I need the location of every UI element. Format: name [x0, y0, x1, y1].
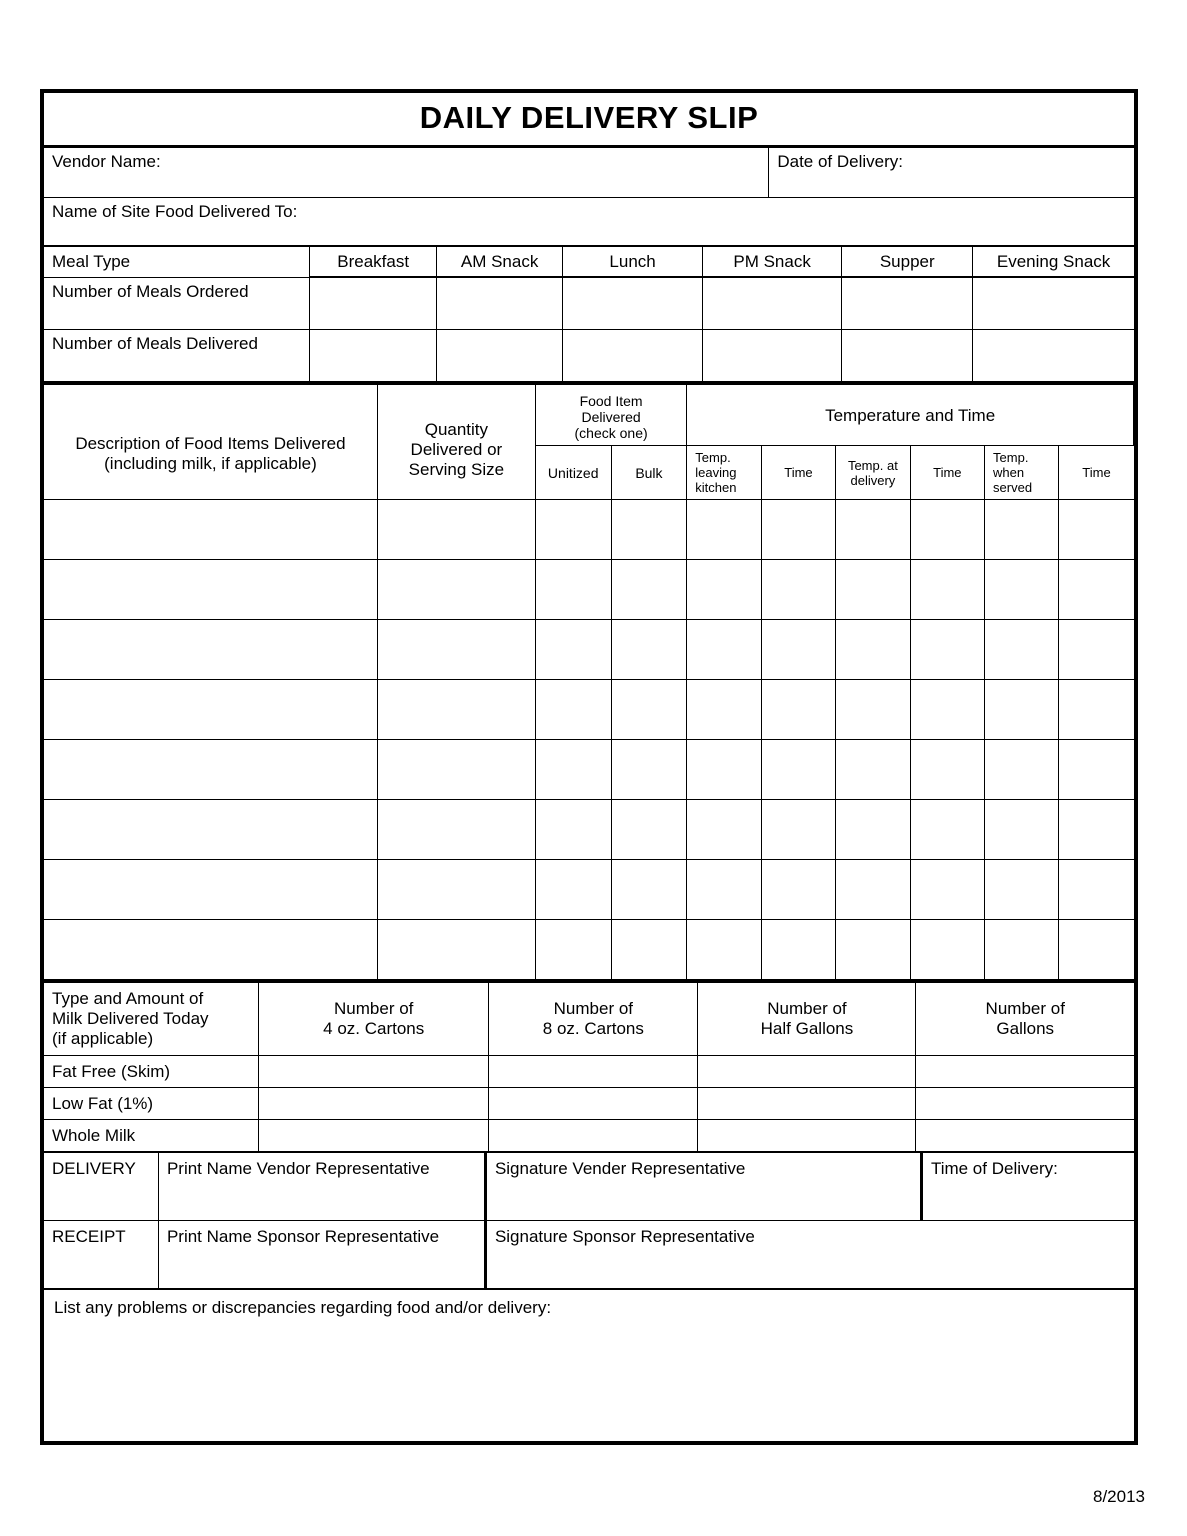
meals-ordered-pm-snack[interactable]	[702, 278, 842, 330]
food-row-time1[interactable]	[761, 560, 835, 620]
signature-vendor-label: Signature Vender Representative	[494, 1159, 746, 1178]
food-row-temp-delivery[interactable]	[836, 680, 910, 740]
milk-col-8oz-line2: 8 oz. Cartons	[542, 1019, 644, 1038]
food-row-description[interactable]	[44, 620, 377, 680]
meal-type-pm-snack: PM Snack	[702, 247, 842, 277]
description-header-line1: Description of Food Items Delivered	[75, 434, 346, 453]
receipt-label: RECEIPT	[44, 1221, 158, 1289]
food-row-description[interactable]	[44, 860, 377, 920]
temp-when-served-header: Temp. when served	[985, 446, 1059, 500]
food-row-temp-served[interactable]	[985, 860, 1059, 920]
milk-low-fat-8oz[interactable]	[489, 1088, 698, 1120]
food-items-table	[44, 382, 1134, 980]
time-of-delivery-field[interactable]	[921, 1153, 1134, 1221]
table-row	[44, 740, 1134, 800]
food-row-time1[interactable]	[761, 620, 835, 680]
food-row-time3[interactable]	[1059, 740, 1134, 800]
quantity-header-line1: Quantity	[424, 420, 489, 439]
milk-table	[44, 980, 1134, 1152]
form-revision-date: 8/2013	[1093, 1487, 1145, 1506]
table-row	[44, 620, 1134, 680]
food-item-header-line2: Delivered	[581, 409, 641, 425]
food-row-time2[interactable]	[910, 560, 984, 620]
milk-low-fat-gallons[interactable]	[916, 1088, 1134, 1120]
table-row	[44, 1056, 1134, 1088]
food-row-description[interactable]	[44, 740, 377, 800]
food-row-description[interactable]	[44, 560, 377, 620]
problems-field[interactable]	[44, 1289, 1134, 1441]
table-row	[44, 560, 1134, 620]
food-row-bulk[interactable]	[611, 500, 687, 560]
table-row	[44, 1120, 1134, 1152]
food-row-temp-kitchen[interactable]	[687, 740, 761, 800]
food-row-time2[interactable]	[910, 920, 984, 980]
unitized-header: Unitized	[535, 446, 611, 500]
vendor-date-table	[44, 147, 1134, 246]
milk-col-half-gallons-line2: Half Gallons	[760, 1019, 854, 1038]
quantity-header	[377, 384, 535, 500]
temperature-time-header: Temperature and Time	[687, 384, 1134, 446]
meals-delivered-breakfast[interactable]	[310, 330, 436, 382]
meals-delivered-evening-snack[interactable]	[973, 330, 1134, 382]
milk-col-half-gallons	[698, 982, 916, 1056]
temp-at-delivery-header: Temp. at delivery	[836, 446, 910, 500]
quantity-header-line3: Serving Size	[408, 460, 505, 479]
table-row	[44, 500, 1134, 560]
food-row-bulk[interactable]	[611, 680, 687, 740]
description-header	[44, 384, 377, 500]
temp-leaving-kitchen-header	[687, 446, 761, 500]
description-header-line2: (including milk, if applicable)	[104, 454, 317, 473]
food-row-quantity[interactable]	[377, 500, 535, 560]
food-row-temp-served[interactable]	[985, 500, 1059, 560]
food-row-bulk[interactable]	[611, 860, 687, 920]
food-row-temp-kitchen[interactable]	[687, 860, 761, 920]
meals-delivered-supper[interactable]	[842, 330, 973, 382]
vendor-name-field[interactable]	[44, 148, 769, 198]
food-row-time2[interactable]	[910, 680, 984, 740]
signature-vendor-field[interactable]	[485, 1153, 921, 1221]
time-delivery-header: Time	[910, 446, 984, 500]
food-row-time2[interactable]	[910, 740, 984, 800]
meal-type-lunch: Lunch	[563, 247, 703, 277]
food-row-quantity[interactable]	[377, 620, 535, 680]
food-row-time1[interactable]	[761, 680, 835, 740]
food-row-unitized[interactable]	[535, 500, 611, 560]
food-item-delivered-header	[535, 384, 686, 446]
table-row	[44, 800, 1134, 860]
table-row	[44, 384, 1134, 446]
food-row-time1[interactable]	[761, 920, 835, 980]
meal-type-evening-snack: Evening Snack	[973, 247, 1134, 277]
food-row-temp-delivery[interactable]	[836, 620, 910, 680]
food-row-quantity[interactable]	[377, 680, 535, 740]
meal-type-label: Meal Type	[44, 247, 310, 278]
food-row-quantity[interactable]	[377, 800, 535, 860]
daily-delivery-slip-form	[40, 89, 1138, 1445]
food-row-time3[interactable]	[1059, 920, 1134, 980]
food-row-time2[interactable]	[910, 500, 984, 560]
milk-row-label-fat-free: Fat Free (Skim)	[44, 1056, 259, 1088]
food-row-time3[interactable]	[1059, 500, 1134, 560]
meals-ordered-supper[interactable]	[842, 278, 973, 330]
food-row-temp-delivery[interactable]	[836, 920, 910, 980]
food-row-time2[interactable]	[910, 860, 984, 920]
food-row-unitized[interactable]	[535, 800, 611, 860]
food-row-quantity[interactable]	[377, 560, 535, 620]
signature-sponsor-label: Signature Sponsor Representative	[494, 1227, 755, 1246]
meals-delivered-pm-snack[interactable]	[702, 330, 842, 382]
date-of-delivery-field[interactable]	[769, 148, 1134, 198]
food-row-unitized[interactable]	[535, 920, 611, 980]
print-name-vendor-field[interactable]	[158, 1153, 485, 1221]
print-name-sponsor-field[interactable]	[158, 1221, 485, 1289]
milk-low-fat-4oz[interactable]	[259, 1088, 489, 1120]
table-row	[44, 860, 1134, 920]
meals-ordered-evening-snack[interactable]	[973, 278, 1134, 330]
food-row-temp-served[interactable]	[985, 800, 1059, 860]
milk-col-8oz	[489, 982, 698, 1056]
food-row-unitized[interactable]	[535, 860, 611, 920]
meal-type-supper: Supper	[842, 247, 973, 277]
food-row-temp-kitchen[interactable]	[687, 920, 761, 980]
food-row-bulk[interactable]	[611, 740, 687, 800]
milk-col-8oz-line1: Number of	[553, 999, 634, 1018]
food-row-bulk[interactable]	[611, 560, 687, 620]
food-row-description[interactable]	[44, 920, 377, 980]
table-row	[44, 1221, 1134, 1289]
milk-col-4oz-line1: Number of	[334, 999, 414, 1018]
food-row-time3[interactable]	[1059, 560, 1134, 620]
food-item-header-line3: (check one)	[574, 425, 648, 441]
milk-col-gallons	[916, 982, 1134, 1056]
food-row-unitized[interactable]	[535, 740, 611, 800]
food-row-time3[interactable]	[1059, 800, 1134, 860]
table-row	[44, 247, 1134, 277]
print-name-vendor-label: Print Name Vendor Representative	[166, 1159, 430, 1178]
milk-col-half-gallons-line1: Number of	[767, 999, 847, 1018]
food-row-temp-delivery[interactable]	[836, 500, 910, 560]
milk-col-4oz	[259, 982, 489, 1056]
signatures-table	[44, 1152, 1134, 1289]
milk-header-line3: (if applicable)	[52, 1029, 154, 1048]
time-kitchen-header: Time	[761, 446, 835, 500]
quantity-header-line2: Delivered or	[410, 440, 503, 459]
site-name-label: Name of Site Food Delivered To:	[52, 202, 298, 221]
food-row-bulk[interactable]	[611, 620, 687, 680]
food-row-quantity[interactable]	[377, 860, 535, 920]
milk-header-line2: Milk Delivered Today	[52, 1009, 209, 1028]
food-row-time1[interactable]	[761, 860, 835, 920]
table-row	[44, 278, 1134, 330]
food-row-temp-kitchen[interactable]	[687, 800, 761, 860]
temp-leaving-kitchen-text: Temp. leaving kitchen	[695, 450, 737, 495]
milk-fat-free-8oz[interactable]	[489, 1056, 698, 1088]
food-row-unitized[interactable]	[535, 620, 611, 680]
food-row-time1[interactable]	[761, 740, 835, 800]
milk-col-gallons-line1: Number of	[985, 999, 1065, 1018]
food-row-time2[interactable]	[910, 620, 984, 680]
milk-low-fat-half-gallons[interactable]	[698, 1088, 916, 1120]
table-row	[44, 198, 1134, 246]
table-row	[44, 330, 1134, 382]
food-row-description[interactable]	[44, 800, 377, 860]
food-row-temp-delivery[interactable]	[836, 860, 910, 920]
food-row-description[interactable]	[44, 500, 377, 560]
milk-col-gallons-line2: Gallons	[996, 1019, 1055, 1038]
food-item-header-line1: Food Item	[579, 393, 643, 409]
milk-fat-free-4oz[interactable]	[259, 1056, 489, 1088]
food-row-bulk[interactable]	[611, 800, 687, 860]
bulk-header: Bulk	[611, 446, 687, 500]
milk-header-label	[44, 982, 259, 1056]
time-of-delivery-label: Time of Delivery:	[930, 1159, 1058, 1178]
food-row-temp-served[interactable]	[985, 560, 1059, 620]
table-row	[44, 1088, 1134, 1120]
print-name-sponsor-label: Print Name Sponsor Representative	[166, 1227, 440, 1246]
food-row-temp-kitchen[interactable]	[687, 680, 761, 740]
food-row-quantity[interactable]	[377, 920, 535, 980]
meals-delivered-am-snack[interactable]	[436, 330, 562, 382]
site-name-field[interactable]	[44, 198, 1134, 246]
milk-header-line1: Type and Amount of	[52, 989, 204, 1008]
milk-col-4oz-line2: 4 oz. Cartons	[323, 1019, 425, 1038]
milk-whole-8oz[interactable]	[489, 1120, 698, 1152]
table-row	[44, 982, 1134, 1056]
food-row-temp-delivery[interactable]	[836, 740, 910, 800]
food-row-temp-served[interactable]	[985, 620, 1059, 680]
food-row-description[interactable]	[44, 680, 377, 740]
meals-ordered-lunch[interactable]	[563, 278, 703, 330]
time-served-header: Time	[1059, 446, 1134, 500]
food-row-time1[interactable]	[761, 800, 835, 860]
food-row-temp-served[interactable]	[985, 680, 1059, 740]
milk-fat-free-gallons[interactable]	[916, 1056, 1134, 1088]
food-row-temp-served[interactable]	[985, 920, 1059, 980]
table-row	[44, 1153, 1134, 1221]
table-row	[44, 680, 1134, 740]
food-row-time3[interactable]	[1059, 860, 1134, 920]
milk-fat-free-half-gallons[interactable]	[698, 1056, 916, 1088]
table-row	[44, 920, 1134, 980]
food-row-temp-kitchen[interactable]	[687, 620, 761, 680]
food-row-unitized[interactable]	[535, 560, 611, 620]
meal-type-breakfast: Breakfast	[310, 247, 436, 277]
meal-type-am-snack: AM Snack	[436, 247, 562, 277]
date-of-delivery-label: Date of Delivery:	[777, 152, 904, 171]
meals-ordered-label: Number of Meals Ordered	[44, 278, 310, 330]
form-title: DAILY DELIVERY SLIP	[44, 93, 1134, 147]
meals-delivered-lunch[interactable]	[563, 330, 703, 382]
food-row-time2[interactable]	[910, 800, 984, 860]
food-row-temp-kitchen[interactable]	[687, 560, 761, 620]
milk-whole-4oz[interactable]	[259, 1120, 489, 1152]
meals-ordered-am-snack[interactable]	[436, 278, 562, 330]
table-row	[44, 148, 1134, 198]
food-row-quantity[interactable]	[377, 740, 535, 800]
milk-whole-half-gallons[interactable]	[698, 1120, 916, 1152]
problems-label: List any problems or discrepancies regarding food and/or delivery:	[54, 1298, 552, 1317]
food-row-time3[interactable]	[1059, 620, 1134, 680]
food-row-temp-kitchen[interactable]	[687, 500, 761, 560]
food-row-temp-delivery[interactable]	[836, 800, 910, 860]
food-row-unitized[interactable]	[535, 680, 611, 740]
food-row-time3[interactable]	[1059, 680, 1134, 740]
food-row-time1[interactable]	[761, 500, 835, 560]
milk-row-label-low-fat: Low Fat (1%)	[44, 1088, 259, 1120]
food-row-temp-delivery[interactable]	[836, 560, 910, 620]
milk-whole-gallons[interactable]	[916, 1120, 1134, 1152]
meal-counts-table	[44, 246, 1134, 382]
food-row-bulk[interactable]	[611, 920, 687, 980]
meals-delivered-label: Number of Meals Delivered	[44, 330, 310, 382]
signature-sponsor-field[interactable]	[485, 1221, 1134, 1289]
vendor-name-label: Vendor Name:	[52, 152, 161, 171]
meals-ordered-breakfast[interactable]	[310, 278, 436, 330]
food-row-temp-served[interactable]	[985, 740, 1059, 800]
delivery-label: DELIVERY	[44, 1153, 158, 1221]
milk-row-label-whole: Whole Milk	[44, 1120, 259, 1152]
